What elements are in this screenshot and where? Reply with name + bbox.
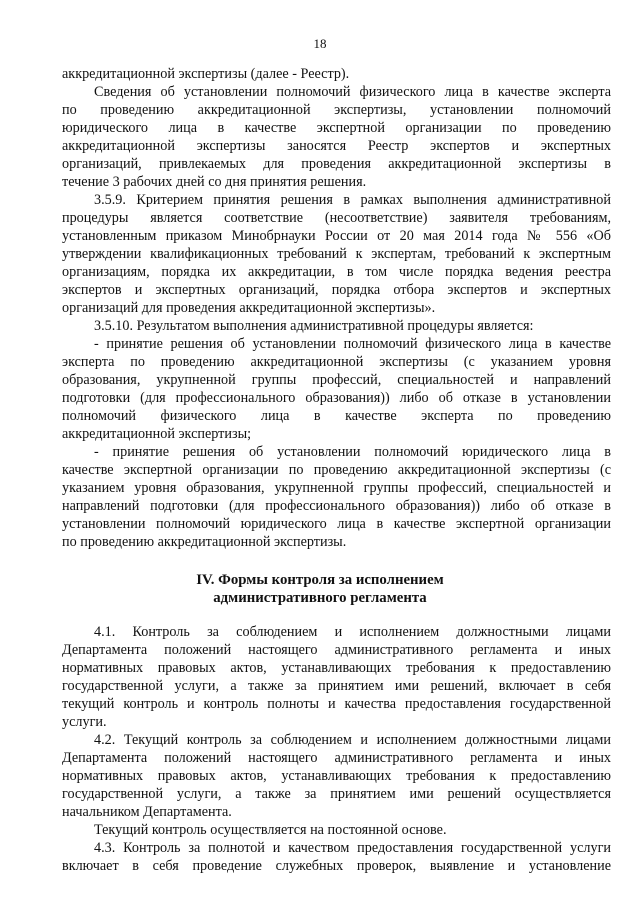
text-line: - принятие решения об установлении полномочий физического лица в качестве [94, 336, 611, 352]
text-line: государственной услуги, а также за принятием ими решений, включает в себя [62, 678, 611, 694]
text-line: юридического лица в качестве экспертной организации по проведению [62, 120, 611, 136]
text-line: нормативных правовых актов, устанавливающих требования к предоставлению [62, 768, 611, 784]
text-line: качестве экспертной организации по проведению аккредитационной экспертизы (с [62, 462, 611, 478]
text-line: процедуры является соответствие (несоответствие) заявителя требованиям, [62, 210, 611, 226]
text-line: организаций для проведения аккредитационной экспертизы». [62, 300, 436, 316]
text-line: организациям, порядка их аккредитации, в том числе порядка ведения реестра [62, 264, 611, 280]
text-line: аккредитационной экспертизы (далее - Реестр). [62, 66, 350, 82]
text-line: указанием уровня образования, укрупненной группы профессий, специальностей и [62, 480, 611, 496]
text-line: направлений подготовки (для профессионального образования)) либо об отказе в [62, 498, 611, 514]
section-heading: административного регламента [213, 590, 427, 606]
text-line: утверждении квалификационных требований к экспертам, требований к экспертным [62, 246, 611, 262]
text-line: экспертов и экспертных организаций, порядка отбора экспертов и экспертных [62, 282, 611, 298]
text-line: 4.3. Контроль за полнотой и качеством предоставления государственной услуги [94, 840, 611, 856]
section-heading: IV. Формы контроля за исполнением [196, 572, 444, 588]
text-line: организаций, привлекаемых для проведения аккредитационной экспертизы в [62, 156, 611, 172]
text-line: подготовки (для профессионального образования)) либо об отказе в установлении [62, 390, 611, 406]
page-number: 18 [313, 36, 327, 51]
text-line: услуги. [62, 714, 107, 730]
text-line: Сведения об установлении полномочий физического лица в качестве эксперта [94, 84, 611, 100]
text-line: текущий контроль и контроль полноты и качества предоставления государственной [62, 696, 611, 712]
text-line: включает в себя проведение служебных проверок, выявление и установление [62, 858, 611, 874]
text-line: 4.1. Контроль за соблюдением и исполнением должностными лицами [94, 624, 611, 640]
text-line: нормативных правовых актов, устанавливающих требования к предоставлению [62, 660, 611, 676]
text-line: установленным приказом Минобрнауки России от 20 мая 2014 года № 556 «Об [62, 228, 611, 244]
text-line: - принятие решения об установлении полномочий юридического лица в [94, 444, 611, 460]
text-line: 3.5.9. Критерием принятия решения в рамках выполнения административной [94, 192, 611, 208]
text-line: по проведению аккредитационной экспертизы. [62, 534, 347, 550]
text-line: 3.5.10. Результатом выполнения административной процедуры является: [94, 318, 534, 334]
text-line: Департамента положений настоящего административного регламента и иных [62, 750, 611, 766]
text-line: 4.2. Текущий контроль за соблюдением и исполнением должностными лицами [94, 732, 611, 748]
text-line: аккредитационной экспертизы; [62, 426, 252, 442]
text-line: начальником Департамента. [62, 804, 232, 820]
text-line: эксперта по проведению аккредитационной экспертизы (с указанием уровня [62, 354, 611, 370]
text-line: полномочий физического лица в качестве эксперта по проведению [62, 408, 611, 424]
text-line: Текущий контроль осуществляется на постоянной основе. [94, 822, 447, 838]
text-line: аккредитационной экспертизы заносятся Реестр экспертов и экспертных [62, 138, 611, 154]
text-line: Департамента положений настоящего административного регламента и иных [62, 642, 611, 658]
text-line: по проведению аккредитационной экспертизы, установлении полномочий [62, 102, 611, 118]
text-line: установлении полномочий юридического лица в качестве экспертной организации [62, 516, 611, 532]
text-line: государственной услуги, а также за принятием ими решений осуществляется [62, 786, 611, 802]
text-line: течение 3 рабочих дней со дня принятия решения. [62, 174, 367, 190]
text-line: образования, укрупненной группы профессий, специальностей и направлений [62, 372, 611, 388]
